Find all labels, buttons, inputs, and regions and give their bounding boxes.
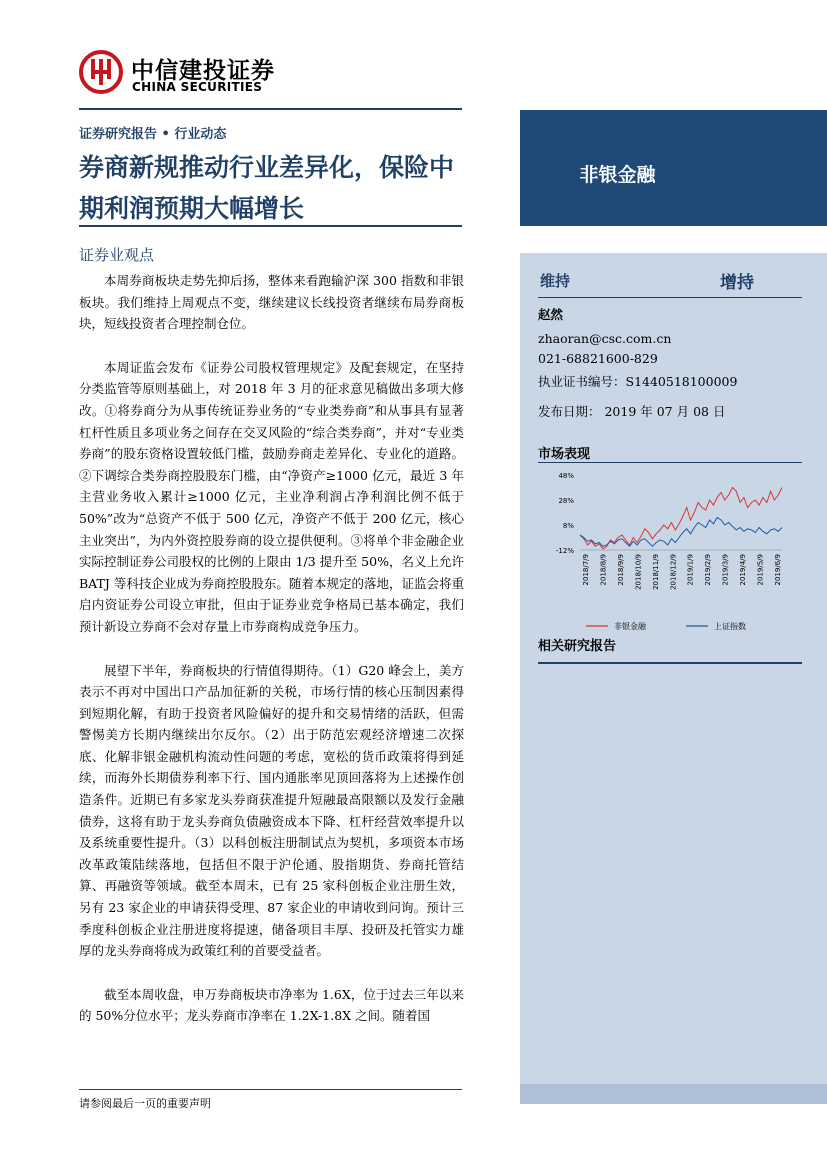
series-line-sse bbox=[580, 518, 782, 547]
related-divider bbox=[538, 662, 802, 664]
report-type: 证券研究报告 • 行业动态 bbox=[79, 127, 227, 142]
x-tick-label: 2019/4/9 bbox=[739, 554, 748, 586]
x-tick-label: 2018/9/9 bbox=[616, 554, 625, 586]
x-tick-label: 2019/5/9 bbox=[756, 554, 765, 586]
series-line-nonbank bbox=[580, 488, 782, 549]
analyst-email[interactable]: zhaoran@csc.com.cn bbox=[538, 331, 672, 346]
body-paragraph: 本周券商板块走势先抑后扬，整体来看跑输沪深 300 指数和非银板块。我们维持上周观点不变，继续建议长线投资者继续布局券商板块，短线投资者合理控制仓位。 bbox=[79, 273, 464, 332]
market-performance-chart bbox=[538, 465, 808, 640]
rating-divider bbox=[538, 297, 802, 298]
footer-note: 请参阅最后一页的重要声明 bbox=[79, 1097, 211, 1110]
x-tick-label: 2019/3/9 bbox=[721, 554, 730, 586]
rating-label: 维持 bbox=[540, 272, 571, 290]
y-tick-label: 8% bbox=[562, 522, 574, 530]
body-paragraph: 截至本周收盘，申万券商板块市净率为 1.6X，位于过去三年以来的 50%分位水平；龙头券商市净率在 1.2X-1.8X 之间。随着国 bbox=[79, 986, 464, 1024]
rating-value: 增持 bbox=[720, 273, 754, 293]
title-divider bbox=[79, 225, 462, 227]
logo-company-en: CHINA SECURITIES bbox=[132, 80, 263, 94]
sector-banner bbox=[520, 110, 827, 226]
publish-date: 发布日期： 2019 年 07 月 08 日 bbox=[538, 404, 726, 419]
x-tick-label: 2019/6/9 bbox=[774, 554, 782, 586]
x-tick-label: 2018/10/9 bbox=[634, 554, 643, 590]
logo-company-cn: 中信建投证券 bbox=[131, 58, 275, 84]
x-tick-label: 2019/2/9 bbox=[704, 554, 713, 586]
x-tick-label: 2018/7/9 bbox=[582, 554, 590, 586]
body-paragraph: 展望下半年，券商板块的行情值得期待。（1）G20 峰会上，美方表示不再对中国出口产品加征新的关税，市场行情的核心压制因素得到短期化解，有助于投资者风险偏好的提升和交易情绪的活跃，但需警惕美方长期内继续出尔反尔。（2）出于防范宏观经济增速二次探底、化解非银金融机构流动性问题的考虑，宽松的货币政策将得到延续，而海外长期债券利率下行、国内通胀率见顶回落将为上述操作创造条件。近期已有多家龙头券商获准提升短融最高限额以及发行金融债券，这将有助于龙头券商负债融资成本下降、杠杆经营效率提升以及系统重要性提升。（3）以科创板注册制试点为契机，多项资本市场改革政策陆续落地，包括但不限于沪伦通、股指期货、券商托管结算、再融资等领域。截至本周末，已有 25 家科创板企业注册生效，另有 23 家企业的申请获得受理、87 家企业的申请收到问询。预计三季度科创板企业注册进度将提速，储备项目丰厚、投研及托管实力雄厚的龙头券商将成为政策红利的首要受益者。 bbox=[79, 662, 464, 959]
market-heading: 市场表现 bbox=[538, 447, 591, 462]
y-tick-label: 28% bbox=[558, 497, 574, 505]
analyst-name: 赵然 bbox=[538, 307, 564, 322]
sector-title: 非银金融 bbox=[579, 164, 656, 186]
csc-logo-icon bbox=[79, 50, 123, 94]
footer-divider bbox=[79, 1089, 462, 1090]
x-tick-label: 2019/1/9 bbox=[686, 554, 695, 586]
body-paragraph: 本周证监会发布《证券公司股权管理规定》及配套规定，在坚持分类监管等原则基础上，对 2018 年 3 月的征求意见稿做出多项大修改。①将券商分为从事传统证券业务的“专业类券商”和从事具有显著杠杆性质且多项业务之间存在交叉风险的“综合类券商”，并对“专业类券商”的股东资格设置较低门槛，鼓励券商走差异化、专业化的道路。②下调综合类券商控股股东门槛，由“净资产≥1000 亿元，最近 3 年主营业务收入累计≥1000 亿元，主业净利润占净利润比例不低于 50%”改为“总资产不低于 500 亿元，净资产不低于 200 亿元，核心主业突出”，为内外资控股券商的设立提供便利。③将单个非金融企业实际控制证券公司股权的比例的上限由 1/3 提升至 50%，名义上允许 BATJ 等科技企业成为券商控股股东。随着本规定的落地，证监会将重启内资证券公司设立审批，但由于证券业竞争格局已基本确定，我们预计新设立券商不会对存量上市券商构成竞争压力。 bbox=[79, 359, 464, 634]
company-logo bbox=[79, 50, 319, 98]
header-divider bbox=[79, 108, 462, 110]
legend-label: 上证指数 bbox=[714, 622, 746, 631]
x-tick-label: 2018/12/9 bbox=[669, 554, 678, 590]
x-tick-label: 2018/8/9 bbox=[599, 554, 608, 586]
related-reports-heading: 相关研究报告 bbox=[538, 639, 617, 654]
report-title: 券商新规推动行业差异化，保险中期利润预期大幅增长 bbox=[79, 153, 455, 223]
y-tick-label: 48% bbox=[558, 472, 574, 480]
analyst-phone: 021-68821600-829 bbox=[538, 351, 658, 366]
report-body bbox=[79, 270, 464, 1049]
x-tick-label: 2018/11/9 bbox=[651, 554, 660, 590]
legend-label: 非银金融 bbox=[614, 622, 646, 631]
market-divider bbox=[538, 462, 802, 463]
sidebar-bottom-band bbox=[520, 1084, 827, 1104]
analyst-cert: 执业证书编号：S1440518100009 bbox=[538, 374, 738, 389]
section-heading: 证券业观点 bbox=[79, 246, 155, 264]
y-tick-label: -12% bbox=[555, 547, 574, 555]
